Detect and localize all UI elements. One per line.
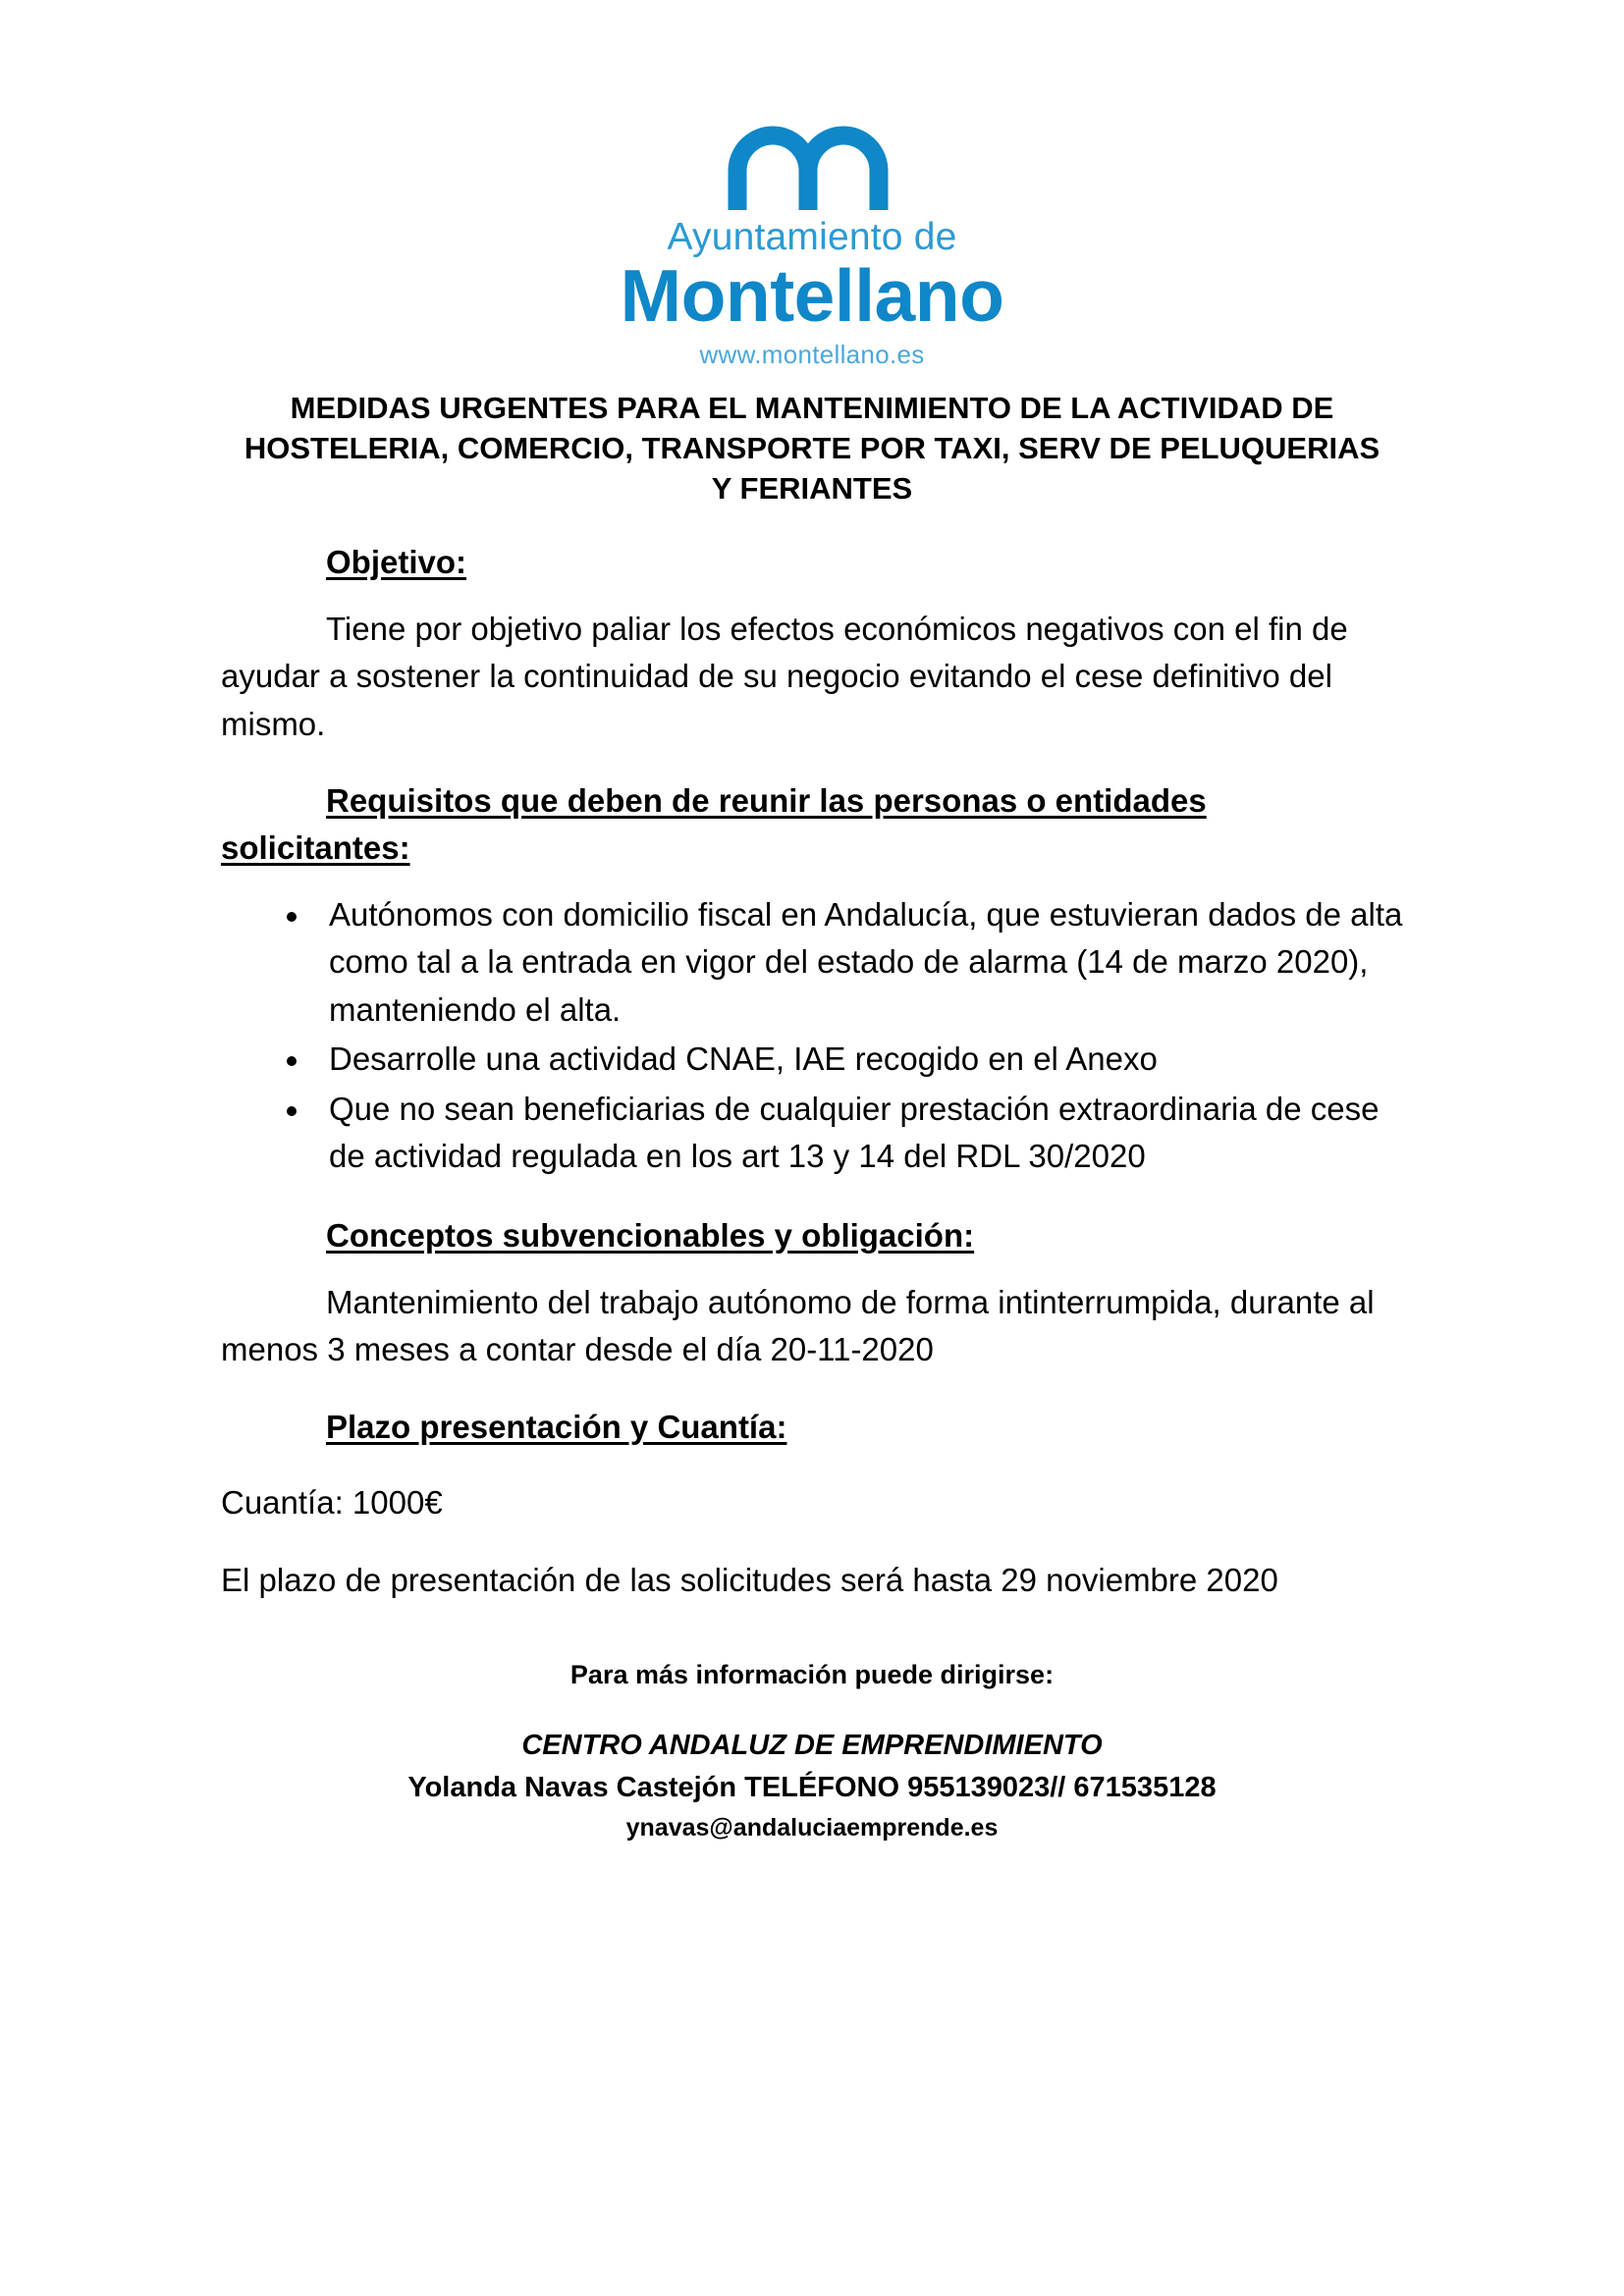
spacer: [221, 1695, 1403, 1725]
paragraph-cuantia: Cuantía: 1000€: [221, 1484, 443, 1522]
footer-organization: CENTRO ANDALUZ DE EMPRENDIMIENTO: [521, 1729, 1103, 1761]
spacer: [221, 509, 1403, 539]
requisitos-list: [221, 891, 1403, 1181]
logo-subtitle: Ayuntamiento de: [667, 216, 957, 258]
logo-town-name: Montellano: [620, 254, 1004, 337]
heading-requisitos: Requisitos que deben de reunir las personas o entidades solicitantes:: [221, 782, 1207, 866]
footer-email: ynavas@andaluciaemprende.es: [625, 1813, 999, 1842]
footer-contact: Yolanda Navas Castejón TELÉFONO 955139023// 671535128: [407, 1772, 1217, 1804]
footer-intro: Para más información puede dirigirse:: [569, 1660, 1055, 1690]
spacer: [221, 1450, 1403, 1479]
paragraph-plazo: El plazo de presentación de las solicitudes será hasta 29 noviembre 2020: [221, 1561, 1278, 1598]
spacer: [221, 1604, 1403, 1655]
montellano-arches-logo-icon: [728, 126, 896, 212]
paragraph-conceptos: Mantenimiento del trabajo autónomo de forma intinterrumpida, durante al menos 3 meses a contar desde el día 20-11-2020: [221, 1283, 1375, 1368]
page-title: MEDIDAS URGENTES PARA EL MANTENIMIENTO DE LA ACTIVIDAD DE HOSTELERIA, COMERCIO, TRANSPORTE POR TAXI, SERV DE PELUQUERIAS Y FERIANTES: [244, 391, 1380, 507]
heading-plazo: Plazo presentación y Cuantía:: [326, 1408, 787, 1445]
spacer: [221, 1527, 1403, 1557]
document-body: [221, 388, 1403, 1846]
montellano-logo: [0, 126, 1624, 367]
spacer: [221, 586, 1403, 606]
list-item: Que no sean beneficiarias de cualquier prestación extraordinaria de cese de actividad regulada en los art 13 y 14 del RDL 30/2020: [221, 1086, 1403, 1181]
spacer: [221, 1183, 1403, 1212]
list-item: Autónomos con domicilio fiscal en Andalucía, que estuvieran dados de alta como tal a la entrada en vigor del estado de alarma (14 de marzo 2020), manteniendo el alta.: [221, 891, 1403, 1035]
heading-objetivo: Objetivo:: [326, 543, 467, 580]
logo-website-url: www.montellano.es: [699, 339, 925, 369]
contact-footer: [221, 1655, 1403, 1846]
paragraph-objetivo: Tiene por objetivo paliar los efectos económicos negativos con el fin de ayudar a sostener la continuidad de su negocio evitando el cese definitivo del mismo.: [221, 610, 1348, 742]
list-item: Desarrolle una actividad CNAE, IAE recogido en el Anexo: [221, 1036, 1403, 1084]
spacer: [221, 872, 1403, 891]
heading-conceptos: Conceptos subvencionables y obligación:: [326, 1216, 975, 1254]
spacer: [221, 748, 1403, 777]
spacer: [221, 1374, 1403, 1404]
spacer: [221, 1259, 1403, 1279]
